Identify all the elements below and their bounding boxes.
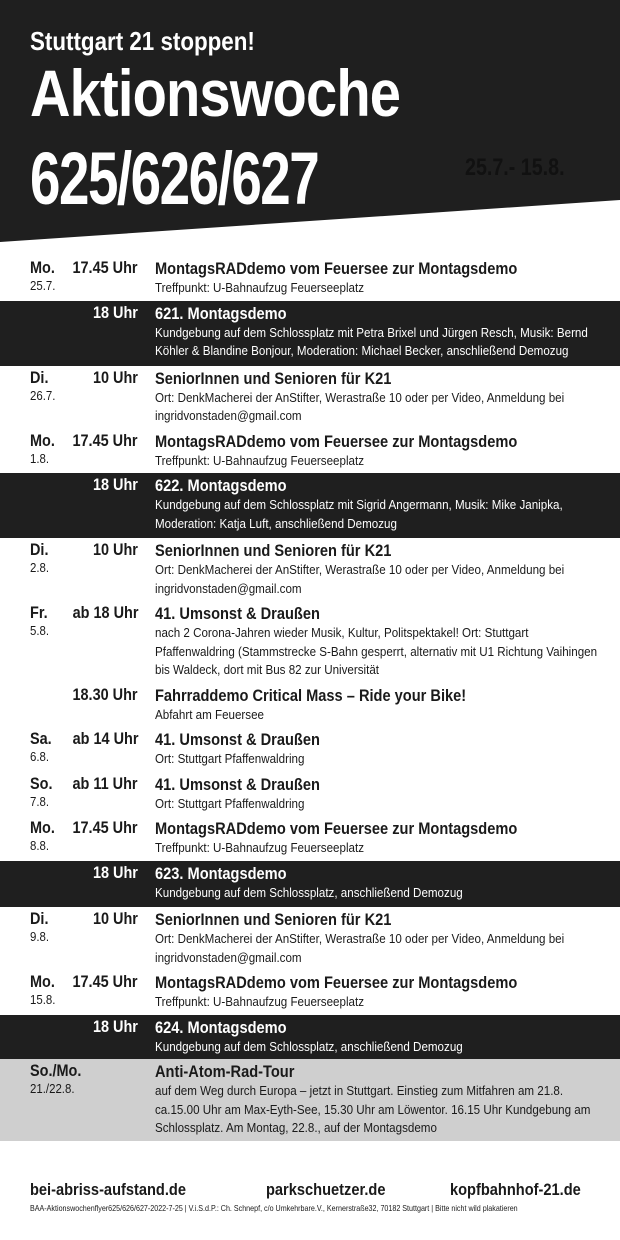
event-description: Treffpunkt: U-Bahnaufzug Feuerseeplatz: [155, 840, 365, 855]
footer: [0, 1176, 620, 1240]
event-body: [155, 863, 605, 903]
event-list: [0, 256, 620, 1141]
header-title: Aktionswoche: [30, 56, 401, 130]
event-row: [0, 816, 620, 861]
event-title: 623. Montagsdemo: [155, 863, 287, 883]
event-row: [0, 861, 620, 906]
event-body: [155, 475, 605, 533]
event-title: MontagsRADdemo vom Feuersee zur Montagsdemo: [155, 431, 518, 451]
event-body: [155, 368, 605, 426]
event-day: Mo.: [30, 430, 55, 450]
event-row: [0, 429, 620, 474]
link-bei-abriss-aufstand[interactable]: bei-abriss-aufstand.de: [30, 1180, 186, 1199]
event-body: [155, 540, 605, 598]
event-time: ab 11 Uhr: [72, 773, 138, 793]
event-title: 41. Umsonst & Draußen: [155, 774, 320, 794]
event-title: 624. Montagsdemo: [155, 1017, 287, 1037]
event-title: SeniorInnen und Senioren für K21: [155, 368, 392, 388]
event-row: [0, 601, 620, 683]
event-title: 622. Montagsdemo: [155, 476, 287, 495]
event-description: Kundgebung auf dem Schlossplatz mit Sigrid Angermann, Musik: Mike Janipka, Moderation: Katja Luft, anschließend Demozug: [155, 497, 563, 531]
event-body: [155, 1061, 605, 1138]
event-body: [155, 258, 605, 298]
event-date: 26.7.: [30, 387, 56, 403]
event-day: Mo.: [30, 972, 55, 991]
event-title: MontagsRADdemo vom Feuersee zur Montagsdemo: [155, 973, 518, 992]
event-row: [0, 256, 620, 301]
event-body: [155, 909, 605, 967]
event-row: [0, 970, 620, 1015]
event-description: nach 2 Corona-Jahren wieder Musik, Kultur, Politspektakel! Ort: Stuttgart Pfaffenwaldring (Stammstrecke S-Bahn gesperrt, alternativ mit U1 Richtung Vaihingen bis Waldeck, dort mit Bus 82 zur Universität: [155, 625, 598, 677]
event-row: [0, 1059, 620, 1141]
event-row: [0, 364, 620, 429]
event-title: SeniorInnen und Senioren für K21: [155, 541, 392, 560]
event-title: 41. Umsonst & Draußen: [155, 604, 320, 623]
event-title: MontagsRADdemo vom Feuersee zur Montagsdemo: [155, 819, 518, 838]
header-demo-numbers: 625/626/627: [30, 137, 319, 220]
event-time: ab 14 Uhr: [72, 729, 138, 748]
event-description: Treffpunkt: U-Bahnaufzug Feuerseeplatz: [155, 994, 365, 1009]
imprint-text: BAA-Aktionswochenflyer625/626/627-2022-7-25 | V.i.S.d.P.: Ch. Schnepf, c/o Umkehrbare.V., Kernerstraße32, 70182 Stuttgart | Bitte nicht wild plakatieren: [30, 1203, 518, 1213]
event-time: 10 Uhr: [93, 909, 138, 928]
event-day: So.: [30, 773, 53, 793]
event-time: 18 Uhr: [93, 302, 138, 322]
event-row: [0, 1015, 620, 1060]
event-day: Sa.: [30, 729, 52, 748]
link-parkschuetzer[interactable]: parkschuetzer.de: [266, 1180, 386, 1199]
event-title: Anti-Atom-Rad-Tour: [155, 1062, 295, 1081]
event-date: 8.8.: [30, 838, 50, 853]
event-body: [155, 431, 605, 471]
event-time: 17.45 Uhr: [72, 972, 138, 991]
event-description: Ort: DenkMacherei der AnStifter, Werastraße 10 oder per Video, Anmeldung bei ingridvonstaden@gmail.com: [155, 389, 565, 423]
event-time: 17.45 Uhr: [72, 430, 138, 450]
event-title: 41. Umsonst & Draußen: [155, 730, 320, 749]
header: [0, 0, 620, 242]
link-kopfbahnhof-21[interactable]: kopfbahnhof-21.de: [450, 1180, 581, 1199]
header-date-range: 25.7.- 15.8.: [465, 154, 565, 181]
event-date: 2.8.: [30, 560, 50, 575]
event-description: Ort: Stuttgart Pfaffenwaldring: [155, 751, 305, 766]
event-row: [0, 727, 620, 772]
event-date: 21./22.8.: [30, 1081, 75, 1096]
event-row: [0, 683, 620, 728]
event-title: Fahrraddemo Critical Mass – Ride your Bike!: [155, 685, 467, 705]
event-day: So./Mo.: [30, 1061, 82, 1080]
event-description: Ort: Stuttgart Pfaffenwaldring: [155, 795, 305, 811]
event-body: [155, 729, 605, 769]
event-description: Abfahrt am Feuersee: [155, 706, 265, 722]
event-description: Kundgebung auf dem Schlossplatz, anschließend Demozug: [155, 884, 463, 900]
event-body: [155, 603, 605, 680]
event-time: ab 18 Uhr: [72, 603, 138, 622]
event-time: 17.45 Uhr: [72, 258, 138, 277]
event-day: Mo.: [30, 818, 55, 837]
event-day: Di.: [30, 367, 49, 387]
event-body: [155, 303, 605, 361]
event-day: Fr.: [30, 603, 48, 622]
event-row: [0, 301, 620, 364]
event-body: [155, 774, 605, 814]
event-description: Kundgebung auf dem Schlossplatz, anschließend Demozug: [155, 1038, 463, 1054]
event-time: 18 Uhr: [93, 475, 138, 494]
event-day: Mo.: [30, 258, 55, 277]
event-description: Ort: DenkMacherei der AnStifter, Werastraße 10 oder per Video, Anmeldung bei ingridvonstaden@gmail.com: [155, 562, 565, 596]
event-date: 6.8.: [30, 749, 50, 764]
event-description: Kundgebung auf dem Schlossplatz mit Petra Brixel und Jürgen Resch, Musik: Bernd Köhler & Blandine Bonjour, Moderation: Michael Becker, anschließend Demozug: [155, 324, 588, 358]
event-time: 10 Uhr: [93, 367, 138, 387]
event-description: Ort: DenkMacherei der AnStifter, Werastraße 10 oder per Video, Anmeldung bei ingridvonstaden@gmail.com: [155, 931, 565, 965]
event-body: [155, 972, 605, 1012]
header-subtitle: Stuttgart 21 stoppen!: [30, 26, 255, 56]
event-time: 18 Uhr: [93, 1016, 138, 1036]
event-time: 18 Uhr: [93, 862, 138, 882]
event-day: Di.: [30, 909, 49, 928]
event-title: MontagsRADdemo vom Feuersee zur Montagsdemo: [155, 259, 518, 278]
event-title: SeniorInnen und Senioren für K21: [155, 910, 392, 929]
event-date: 25.7.: [30, 278, 56, 293]
event-time: 17.45 Uhr: [72, 818, 138, 837]
event-row: [0, 772, 620, 817]
event-body: [155, 685, 605, 725]
event-description: Treffpunkt: U-Bahnaufzug Feuerseeplatz: [155, 452, 365, 468]
event-title: 621. Montagsdemo: [155, 303, 287, 323]
event-date: 7.8.: [30, 793, 50, 809]
event-date: 1.8.: [30, 450, 50, 466]
event-row: [0, 473, 620, 536]
event-description: auf dem Weg durch Europa – jetzt in Stuttgart. Einstieg zum Mitfahren am 21.8. ca.15.00 Uhr am Max-Eyth-See, 15.30 Uhr am Löwentor. 16.15 Uhr Kundgebung am Schlossplatz. Am Montag, 22.8., auf der Montagsdemo: [155, 1083, 591, 1135]
event-description: Treffpunkt: U-Bahnaufzug Feuerseeplatz: [155, 280, 365, 295]
event-time: 18.30 Uhr: [72, 684, 138, 704]
event-day: Di.: [30, 540, 49, 559]
event-body: [155, 818, 605, 858]
event-date: 5.8.: [30, 623, 50, 638]
event-date: 9.8.: [30, 929, 50, 944]
event-time: 10 Uhr: [93, 540, 138, 559]
event-date: 15.8.: [30, 992, 56, 1007]
event-row: [0, 536, 620, 601]
event-row: [0, 905, 620, 970]
event-body: [155, 1017, 605, 1057]
